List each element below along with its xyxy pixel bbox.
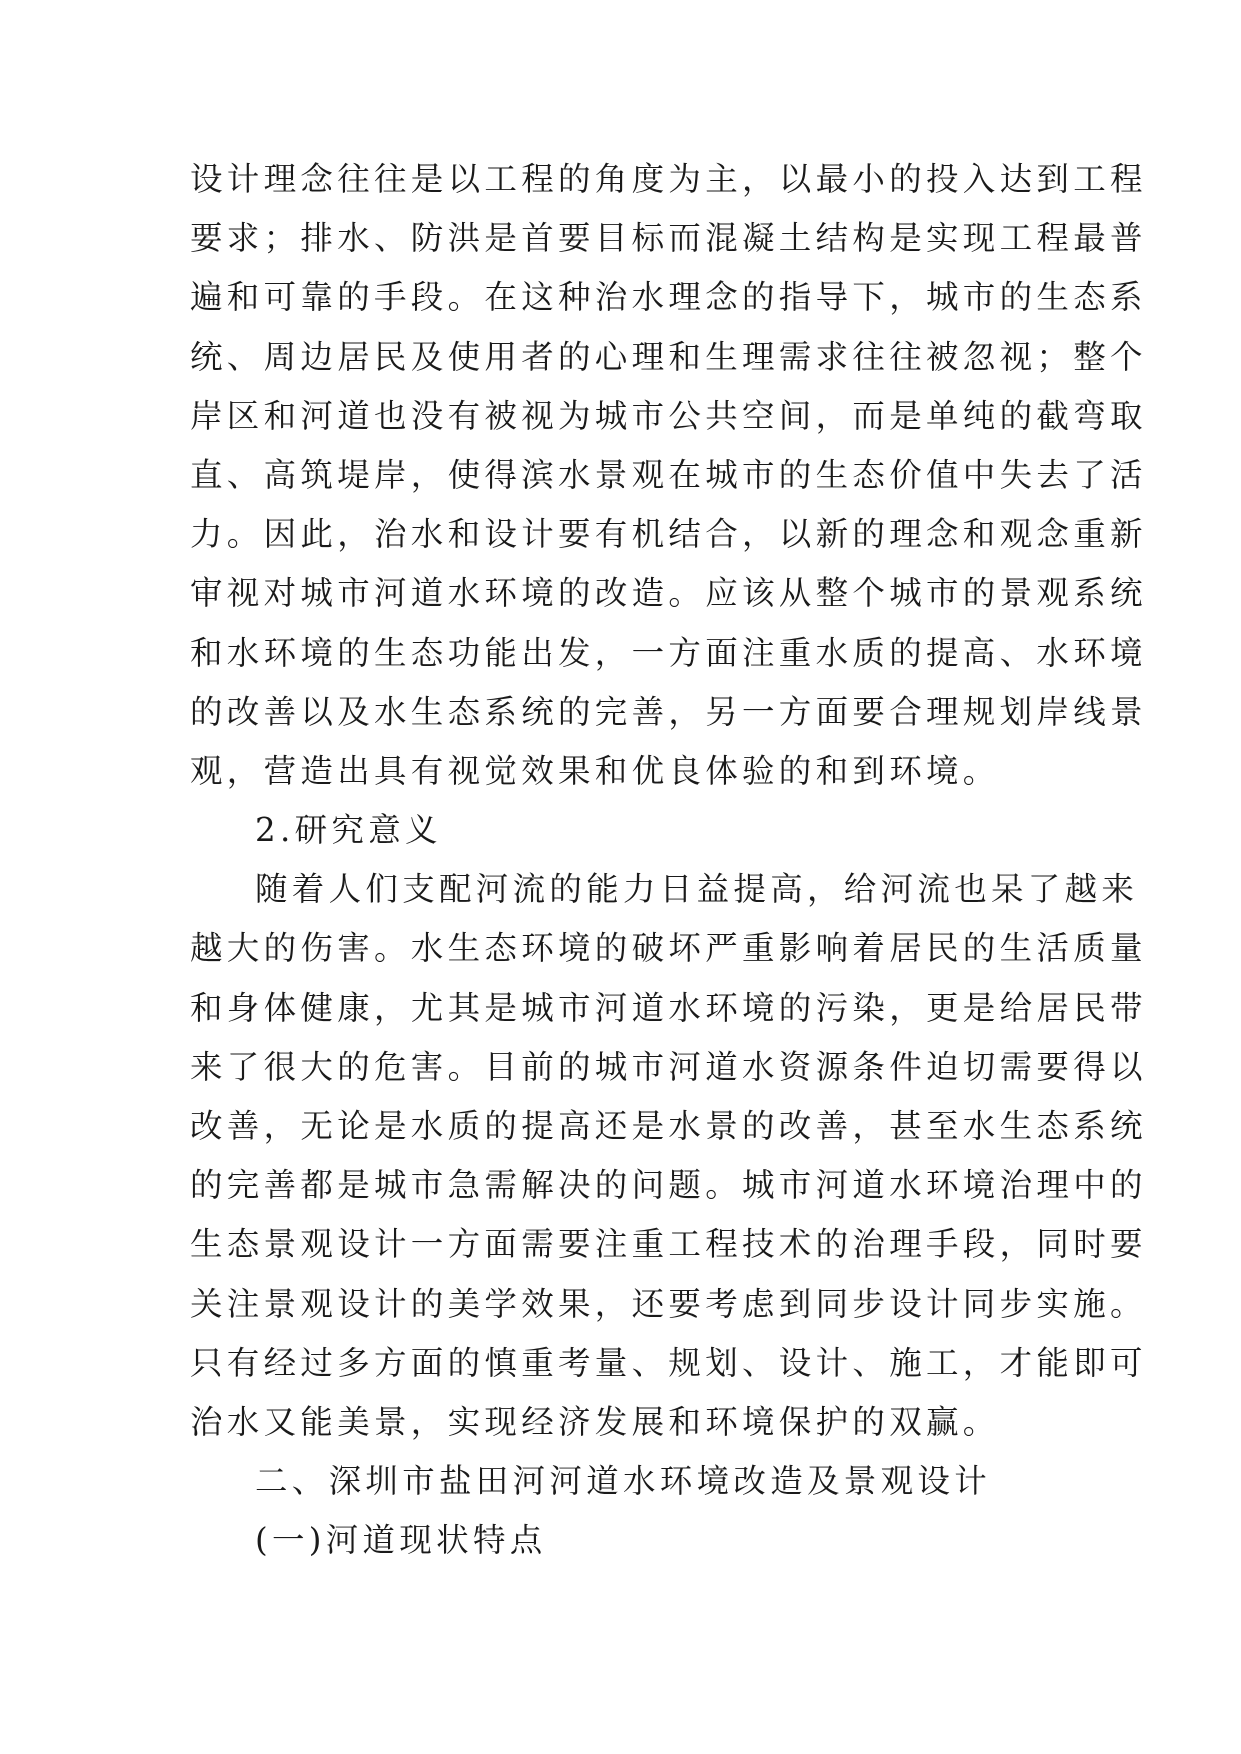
paragraph-line: 岸区和河道也没有被视为城市公共空间，而是单纯的截弯取 (190, 396, 1147, 435)
paragraph-line: 直、高筑堤岸，使得滨水景观在城市的生态价值中失去了活 (190, 455, 1147, 494)
paragraph-line: 力。因此，治水和设计要有机结合，以新的理念和观念重新 (190, 515, 1147, 554)
paragraph-line: 的完善都是城市急需解决的问题。城市河道水环境治理中的 (190, 1166, 1147, 1205)
paragraph-line: 随着人们支配河流的能力日益提高，给河流也呆了越来 (255, 870, 1139, 909)
paragraph-line: 和身体健康，尤其是城市河道水环境的污染，更是给居民带 (190, 988, 1147, 1027)
paragraph-line: 要求；排水、防洪是首要目标而混凝土结构是实现工程最普 (190, 219, 1147, 258)
paragraph-line: 观，营造出具有视觉效果和优良体验的和到环境。 (190, 751, 1000, 790)
paragraph-line: 生态景观设计一方面需要注重工程技术的治理手段，同时要 (190, 1225, 1147, 1264)
paragraph-line: 改善，无论是水质的提高还是水景的改善，甚至水生态系统 (190, 1107, 1147, 1145)
paragraph-line: 遍和可靠的手段。在这种治水理念的指导下，城市的生态系 (190, 278, 1147, 317)
paragraph-line: 的改善以及水生态系统的完善，另一方面要合理规划岸线景 (190, 692, 1147, 731)
chapter-heading: 二、深圳市盐田河河道水环境改造及景观设计 (255, 1462, 992, 1501)
document-body (190, 150, 1147, 1571)
paragraph-line: 统、周边居民及使用者的心理和生理需求往往被忽视；整个 (190, 337, 1147, 376)
paragraph-line: 越大的伤害。水生态环境的破坏严重影响着居民的生活质量 (190, 929, 1147, 968)
paragraph-line: 和水环境的生态功能出发，一方面注重水质的提高、水环境 (190, 633, 1147, 672)
paragraph-line: 治水又能美景，实现经济发展和环境保护的双赢。 (190, 1402, 1000, 1441)
subsection-heading: (一)河道现状特点 (255, 1521, 547, 1560)
paragraph-line: 审视对城市河道水环境的改造。应该从整个城市的景观系统 (190, 574, 1147, 613)
paragraph-line: 来了很大的危害。目前的城市河道水资源条件迫切需要得以 (190, 1047, 1147, 1086)
paragraph-line: 只有经过多方面的慎重考量、规划、设计、施工，才能即可 (190, 1343, 1147, 1382)
paragraph-line: 关注景观设计的美学效果，还要考虑到同步设计同步实施。 (190, 1284, 1147, 1323)
paragraph-line: 设计理念往往是以工程的角度为主，以最小的投入达到工程 (190, 160, 1147, 198)
section-heading-research-significance: 2.研究意义 (255, 811, 442, 850)
